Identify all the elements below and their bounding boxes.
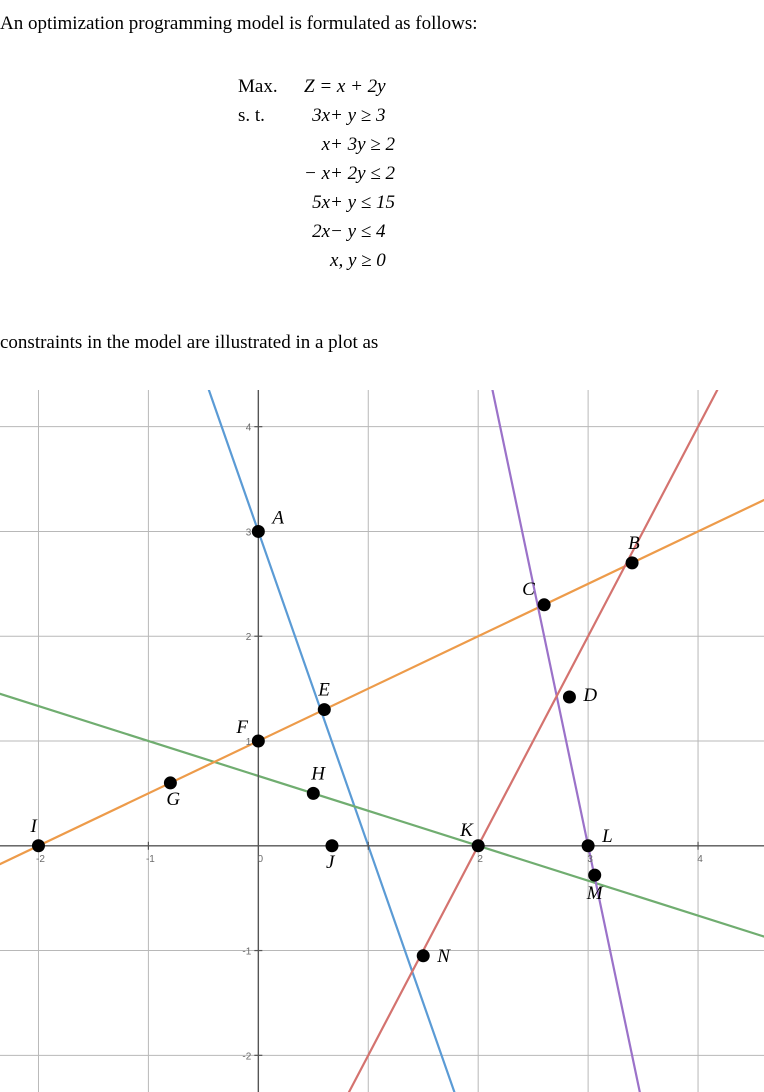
intro-text: An optimization programming model is formulated as follows: [0, 13, 478, 34]
plot-point-I [32, 839, 45, 852]
plot-point-A [252, 525, 265, 538]
constraint-line-x-3y-2 [0, 694, 764, 937]
constraint-4-left: 5x [312, 192, 331, 213]
plot-point-label-B: B [628, 532, 640, 554]
constraint-4-right: + y ≤ 15 [330, 192, 395, 213]
y-tick-label: 3 [245, 527, 252, 539]
plot-point-N [417, 949, 430, 962]
plot-point-label-J: J [325, 851, 335, 873]
plot-point-label-L: L [602, 825, 613, 847]
spacer-cell-7 [304, 246, 330, 275]
plot-point-label-E: E [318, 679, 330, 701]
plot-point-label-K: K [460, 819, 473, 841]
constraint-1-right: + y ≥ 3 [330, 105, 386, 126]
objective-label: Max. [238, 76, 278, 97]
y-tick-label: 1 [245, 737, 252, 748]
plot-point-label-N: N [437, 945, 450, 967]
plot-point-label-I: I [30, 815, 37, 837]
x-tick-label: 3 [587, 853, 593, 865]
x-tick-label: 2 [477, 853, 483, 865]
constraint-1-left: 3x [312, 105, 331, 126]
y-tick-label: -1 [242, 946, 252, 958]
constraints-plot [0, 390, 764, 1092]
x-tick-label: -1 [145, 853, 155, 865]
plot-point-B [626, 556, 639, 569]
constraint-3-left: − x [304, 163, 331, 184]
constraint-2-right: + 3y ≥ 2 [330, 134, 395, 155]
plot-point-M [588, 869, 601, 882]
constraint-5-right: − y ≤ 4 [330, 221, 386, 242]
x-tick-label: 4 [697, 853, 703, 865]
spacer-cell-6 [238, 246, 304, 275]
y-tick-label: 4 [245, 422, 252, 434]
plot-point-label-A: A [272, 507, 284, 529]
plot-point-J [325, 839, 338, 852]
constraint-3-right: + 2y ≤ 2 [330, 163, 395, 184]
plot-point-label-C: C [522, 578, 535, 600]
x-tick-label: -2 [36, 853, 45, 865]
plot-point-C [538, 598, 551, 611]
plot-point-D [563, 690, 576, 703]
plot-point-F [252, 735, 265, 748]
constraint-line--x-2y-2 [0, 500, 764, 864]
model-table [238, 72, 395, 275]
plot-point-E [318, 703, 331, 716]
plot-container [0, 390, 764, 1092]
plot-caption: constraints in the model are illustrated in a plot as [0, 332, 379, 353]
subject-to-label: s. t. [238, 105, 265, 126]
x-tick-label: 0 [257, 853, 264, 865]
y-tick-label: -2 [242, 1051, 252, 1063]
y-tick-label: 2 [245, 632, 252, 644]
spacer-cell-3 [238, 159, 304, 188]
plot-point-label-D: D [583, 684, 598, 706]
model-constraint-row-4 [238, 188, 395, 217]
constraint-5-left: 2x [312, 221, 331, 242]
plot-point-label-M: M [586, 883, 603, 905]
model-objective-row [238, 72, 395, 101]
model-constraint-row-2 [238, 130, 395, 159]
model-constraint-row-1 [238, 101, 395, 130]
plot-point-label-G: G [166, 788, 181, 810]
plot-point-K [472, 839, 485, 852]
model-nonnegativity-row [238, 246, 395, 275]
spacer-cell-4 [238, 188, 304, 217]
nonnegativity-constraint: x, y ≥ 0 [330, 250, 386, 271]
model-constraint-row-3 [238, 159, 395, 188]
spacer-cell-2 [238, 130, 304, 159]
spacer-cell-5 [238, 217, 304, 246]
plot-point-L [582, 839, 595, 852]
plot-point-G [164, 776, 177, 789]
plot-point-label-H: H [311, 763, 326, 785]
plot-point-H [307, 787, 320, 800]
plot-point-label-F: F [236, 717, 248, 738]
constraint-2-left: x [321, 134, 331, 155]
optimization-model [238, 72, 395, 275]
objective-expression: Z = x + 2y [304, 76, 386, 97]
model-constraint-row-5 [238, 217, 395, 246]
